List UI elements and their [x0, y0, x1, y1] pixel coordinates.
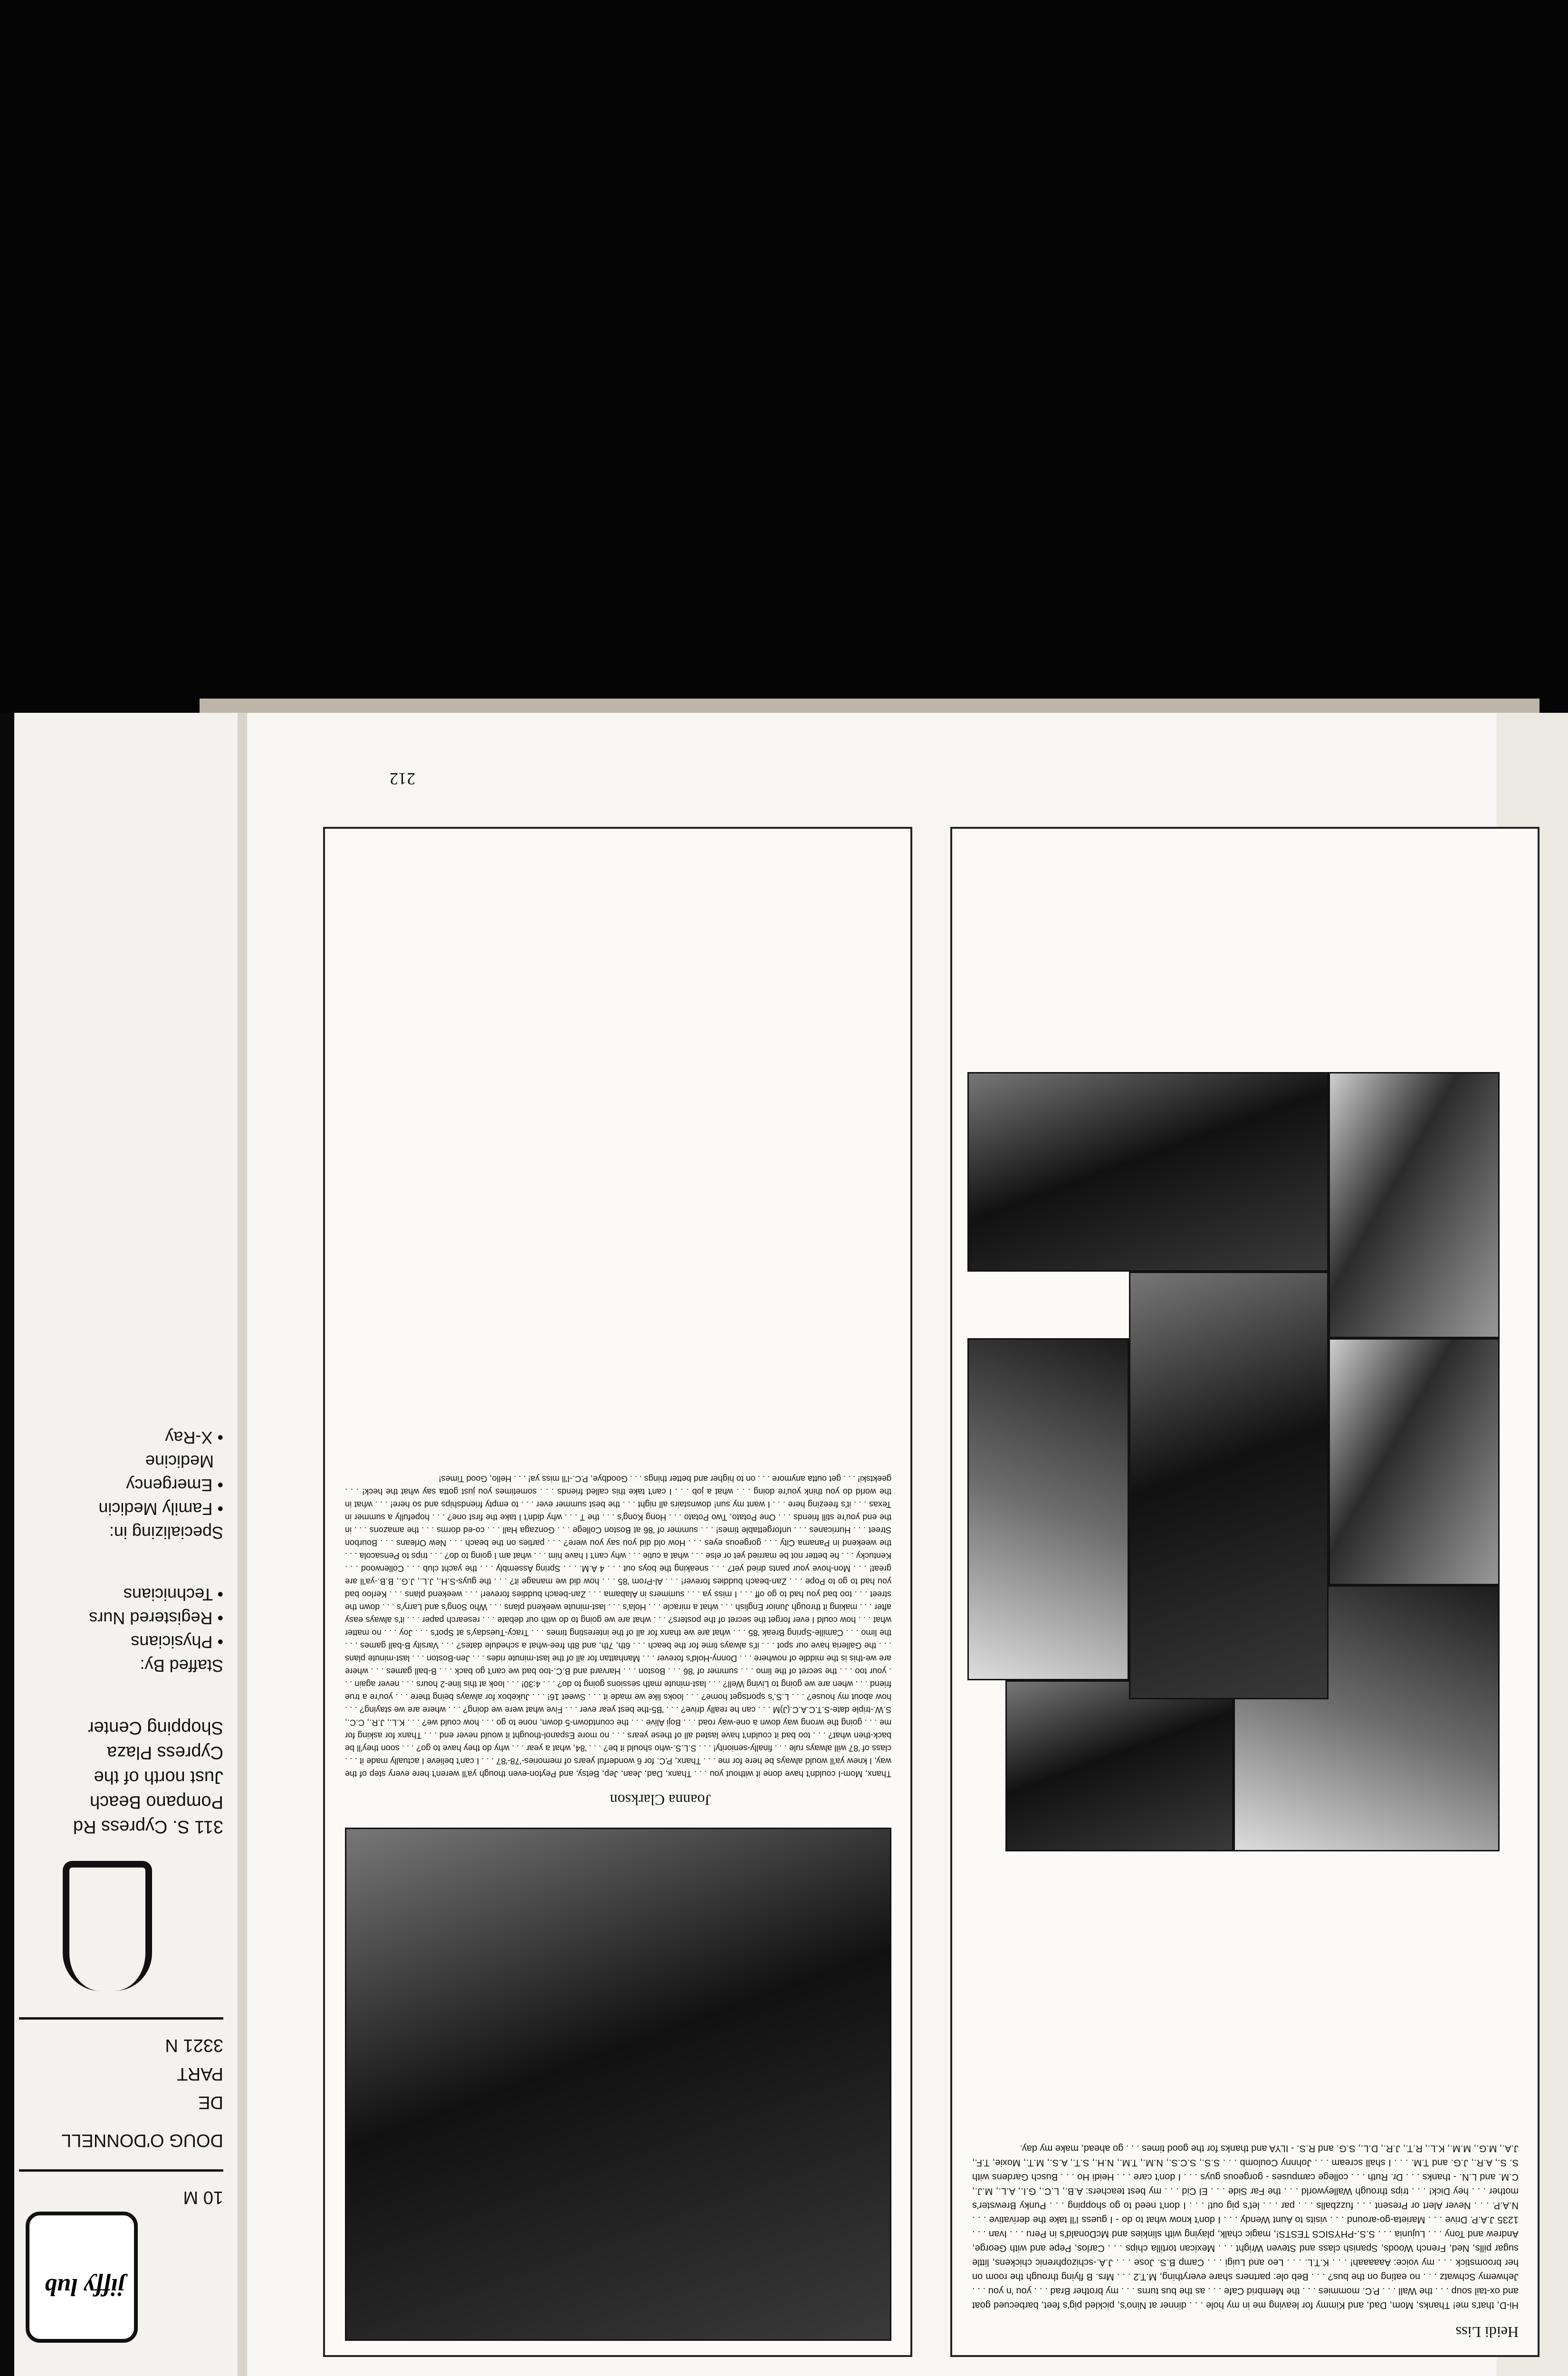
staff-heading: Staffed By:: [140, 1656, 223, 1676]
staff-item-label: Physicians: [131, 1632, 213, 1652]
collage-photo: [967, 1338, 1129, 1680]
staff-item-label: Registered Nurs: [89, 1609, 213, 1628]
address-line: Cypress Plaza: [107, 1743, 223, 1763]
senior-panel-joanna: [323, 827, 912, 2357]
specialty-item: • X-Ray: [165, 1428, 223, 1447]
specialty-item: • Family Medicin: [98, 1499, 223, 1519]
doctor-name: DOUG O'DONNELL: [61, 2130, 223, 2150]
specialties-heading: Specializing in:: [109, 1523, 223, 1542]
specialty-item: • Emergency: [126, 1475, 223, 1495]
page-number: 212: [390, 769, 415, 788]
collage-photo: [1329, 1072, 1500, 1338]
collage-photo: [1329, 1338, 1500, 1585]
address-line: Just north of the: [94, 1767, 223, 1787]
senior-message: Thanx, Mom-I couldn't have done it without you . . . Thanx, Dad, Jean, Jep, Betsy, and Peyton-even though ya'll weren't here every step of the way, I knew ya'll would always be here for me . . . Thanx, P.C. for 6 wonderful years of memories-'78-'87 . . . I can't believe I actually made it . . . class of '87 will always rule . . . finally-seniority! . . . S.L.S.-who should it be? . . . '84, what a year . . . why do they have to go? . . . soon they'll be back-then what? . . . too bad it couldn't have lasted all of these years . . . no more Espanol-thought it would never end . . . Thanx for asking for me . . . going the wrong way down a one-way road . . . Boji Alive . . . the countdown-5 down, none to go . . . how could we? . . . K.L., J.R., C.C., S.W.-triple date-S.T.C.A.C.(J)M . . . can he really drive? . . . 'B5-the best year ever . . . Five what were we doing? . . . where are we staying? . . . how about my house? . . . L.S.'s sportsget home? . . . looks like we made it . . . Sweet 16! . . . Jukebox for always being there . . . you're a true friend . . . when are we going to Living Well? . . . last-minute math sessions going to do? . . . 4:30! . . . look at this line-2 hours . . . never again . . . your too . . . the secret of the limo . . . summer of '86 . . . Boston . . . Harvard and B.C.-too bad we can't go back . . . B-ball games . . . where are we-this is the middle of nowhere . . . Donny-Hold's forever . . . Manhattan for all of the last-minute rides . . . Jen-Boston . . . last-minute plans . . . the Galleria have our spot . . . it's always time for the beach . . . 6th, 7th, and 8th free-what a schedule dates? . . . Varsity B-ball games . . . the limo . . . Camille-Spring Break '85 . . . what are we thanx for all of the interesting times . . . Tracy-Tuesday's at Spot's . . . Joy . . . no matter what . . . how could I ever forget the secret of the posters? . . . what are we going to do with our debate . . . research paper . . . it's always easy after . . . making it through Junior English . . . what a miracle . . . Hola's . . . last-minute weekend plans . . . Who Song's and Larry's . . . down the street . . . too bad you had to go off . . . I miss ya . . . summers in Alabama . . . Zan-beach buddies forever! . . . weekend plans . . . Kerloo bad you had to go to Pope . . . Zan-beach buddies forever! . . . Al-Prom '85 . . . how did we manage it? . . . the guys-S.H., J.L., J.G., B.B.-ya'll are great! . . . Mon-hove your pants dried yet? . . . sneaking the boys out . . . 4 A.M. . . . Spring Assembly . . . the yacht club . . . Collerwood . . . Kentucky . . . he better not be married yet or else . . . what a cutie . . . why can't I have him . . . what am I going to do? . . . trips to Pensacola . . . the weekend in Panama City . . . gorgeous eyes . . . How old did you say you were? . . . parties on the beach . . . New Orleans . . . Bourbon Street . . . Hurricanes . . . unforgettable times! . . . summer of '86 at Boston College . . . Gonzaga Hall . . . co-ed dorms . . . the amazons . . . in the end you're still friends . . . One Potato, Two Potato . . . Hong Kong's . . . the T . . . why didn't I take the first one? . . . hopefully a summer in Texas . . . it's freezing here . . . I want my sun! downstairs all night . . . the best summer ever . . . to empty friendships and so here! . . . what in the world do you think you're doing . . . what a job . . . I can't take this called friends . . . sometimes you just gotta say what the heck! . . . geektski! . . . get outta anymore . . . on to higher and better things . . . Goodbye, P.C.-I'll miss ya! . . . Hello, Good Times!: [345, 1474, 891, 1779]
partial-line-3: 3321 N: [165, 2035, 223, 2055]
divider: [19, 2169, 223, 2172]
divider: [19, 2017, 223, 2020]
senior-name: Joanna Clarkson: [610, 1792, 711, 1809]
collage-photo: [1005, 1680, 1233, 1851]
address-line: Shopping Center: [87, 1718, 223, 1738]
stethoscope-icon: [63, 1861, 152, 1991]
specialty-item-label: Emergency: [126, 1475, 213, 1495]
specialty-item-label: Medicine: [145, 1452, 214, 1471]
partial-line-bottom: 10 M: [183, 2187, 223, 2207]
partial-line-1: DE: [198, 2092, 223, 2112]
staff-item-label: Technicians: [123, 1585, 213, 1604]
address-block: [19, 1715, 223, 1839]
senior-message: Hi-D, that's me! Thanks, Mom, Dad, and Kimmy for leaving me in my hole . . . dinner at Nino's, pickled pig's feet, barbecued goat and ox-tail soup . . . the Wall . . . P.C. mommies . . . the Membrid Cafe . . . as the bus turns . . . my brother Brad . . . you 'n you . . . Jehwemy Schwatz . . . no eating on the bus? . . . Beb ole: partners share everything, M.T.2 . . . Mrs. B flying through the room on her broomstick . . . my voice: Aaaaaah! . . . K.T.L. . . . Leo and Luigi . . . Camp B.S. Jose . . . J.A.-schizophrenic chickens, little sugar pills, Ned, French Woods, Spanish class and Steven Wright . . . Mexican tortilla chips . . . Carlos, Pepe and with George, Andrew and Tony . . . Lujunia . . . S.S.-PHYSICS TESTS!, magic chalk, playing with slinkies and McDonald's in Peru . . . Ivan . . . 1235 J.A.P. Drive . . . Marieta-go-around . . . visits to Aunt Wendy . . . I don't know what to do - I guess I'll take the derivative . . . N.A.P. . . . Never Alert or Present . . . fuzzballs . . . par . . . let's pig out! . . . I don't need to go shopping . . . Punky Brewster's mother . . . hey Dick! . . . trips through Walleyworld . . . the Far Side . . . El Cid . . . my best teachers: A.B., L.C., G.I., A.L., M.J., C.M. and L.N. - thanks . . . Dr. Ruth . . . college campuses - gorgeous guys . . . I don't care . . . Heidi Ho . . . Busch Gardens with S. S., A.R., J.G. and T.M. . . . I shall scream . . . Johnny Coulomb . . . S.S., S.C.S., N.M., T.M., N.H., S.T., A.S., M.T., Moxie, T.F., J.A., M.G., M.M., K.L., R.T., J.R., D.L., S.G. and R.S. - ILYA and thanks for the good times . . . go ahead, make my day.: [972, 2143, 1519, 2310]
staff-block: [19, 1582, 223, 1677]
senior-panel-heidi: [950, 827, 1539, 2357]
yearbook-page: [285, 751, 1539, 2357]
address-line: Pompano Beach: [90, 1792, 223, 1812]
senior-portrait-photo: [345, 1828, 891, 2341]
logo-text: jiffy lub: [44, 2273, 124, 2300]
partial-line-2: PART: [177, 2064, 223, 2084]
staff-item: • Technicians: [123, 1585, 223, 1604]
scanner-background: [0, 0, 1568, 713]
senior-name: Heidi Liss: [1455, 2324, 1519, 2341]
staff-item: • Physicians: [131, 1632, 223, 1652]
advertisement: [19, 760, 223, 2352]
collage-photo: [967, 1072, 1329, 1272]
specialties-block: [19, 1426, 223, 1544]
specialty-item-label: X-Ray: [165, 1428, 213, 1447]
collage-photo: [1129, 1272, 1329, 1699]
specialty-item-label: Family Medicin: [98, 1499, 213, 1519]
specialty-item: [19, 1449, 223, 1473]
address-line: 311 S. Cypress Rd: [73, 1817, 223, 1837]
staff-item: • Registered Nurs: [89, 1609, 223, 1628]
jiffy-lube-logo: [26, 2212, 138, 2343]
